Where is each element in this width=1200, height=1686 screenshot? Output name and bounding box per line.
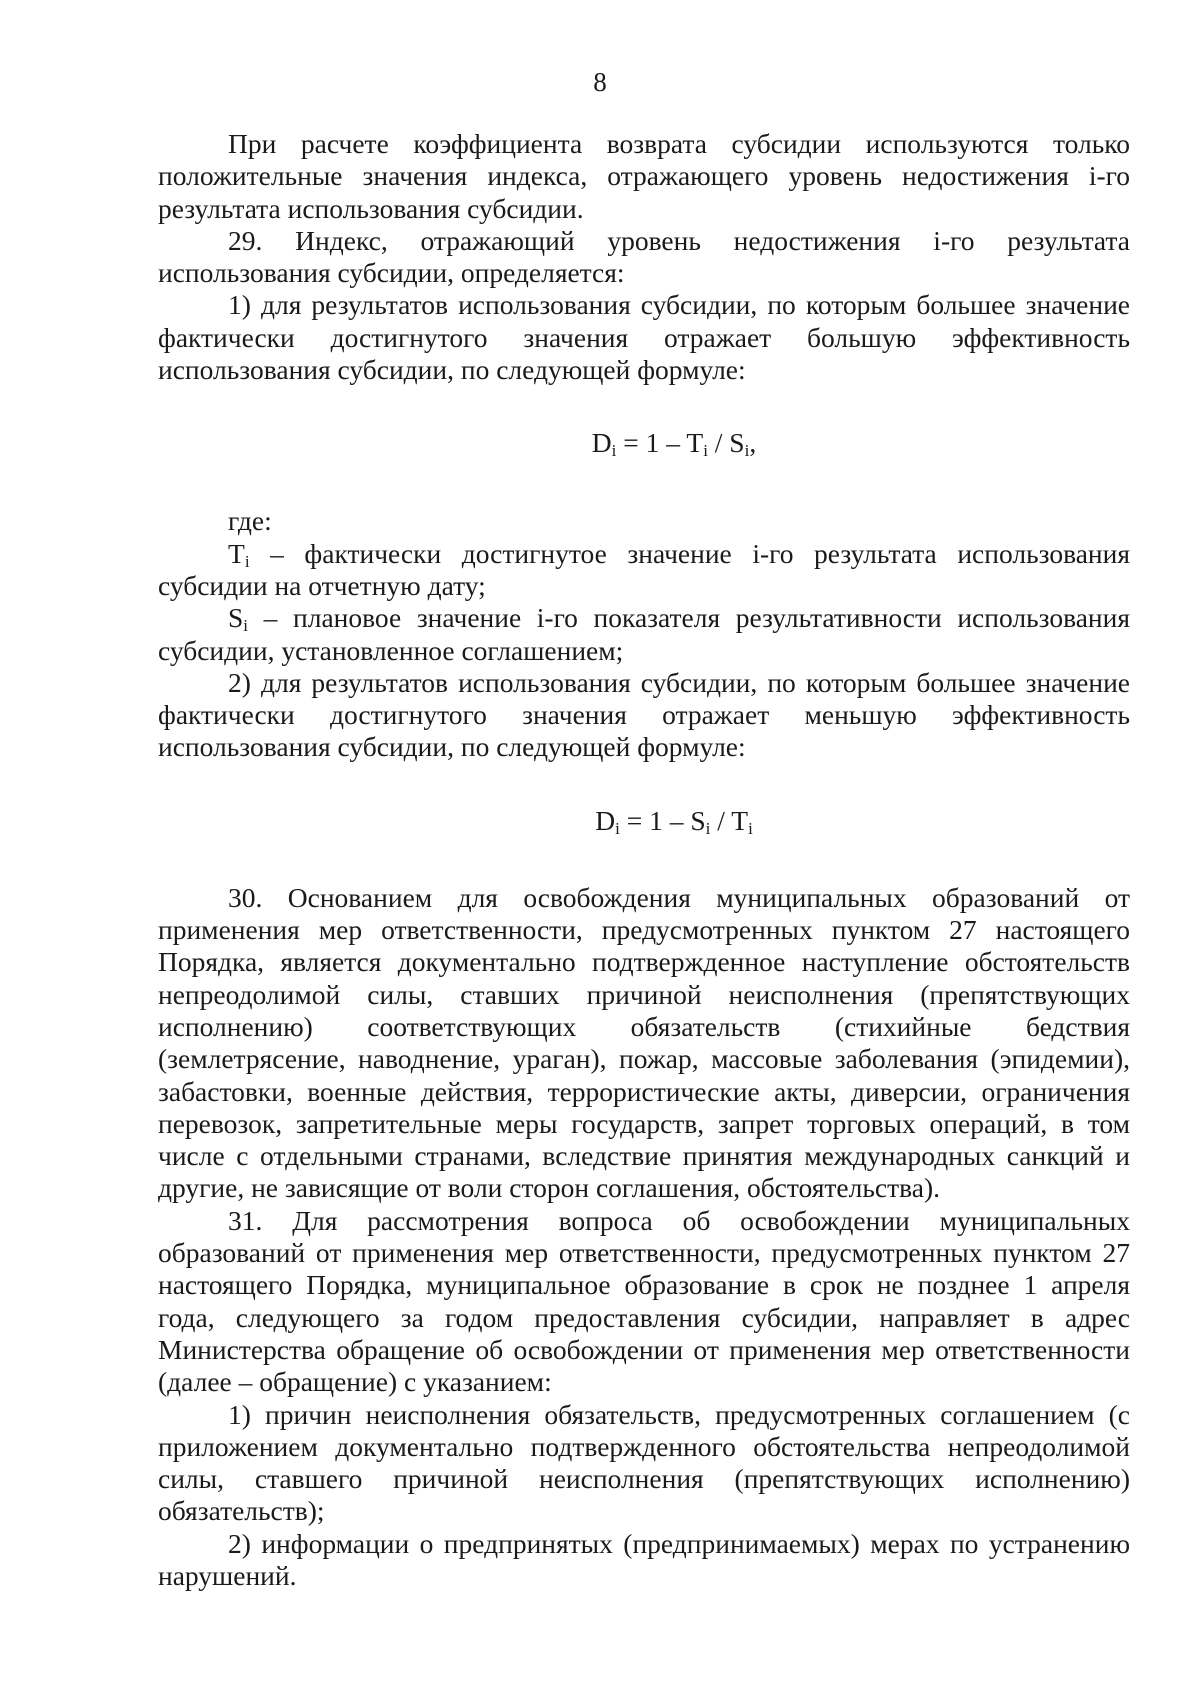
page-number: 8 [593, 67, 607, 97]
paragraph-29: 29. Индекс, отражающий уровень недостижения i-го результата использования субсидии, определяется: [158, 224, 1130, 289]
definition-t: $T_i$ – фактически достигнутое значение i-го результата использования субсидии на отчетную дату; [158, 537, 1130, 601]
formula-1: $D_i = 1 - T_i / S_i$, [591, 427, 757, 461]
document-body [158, 128, 1130, 1592]
paragraph-31-item-1: 1) причин неисполнения обязательств, предусмотренных соглашением (с приложением документально подтвержденного обстоятельства непреодолимой силы, ставшего причиной неисполнения (препятствующих исполнению) обязательств); [158, 1398, 1130, 1527]
definition-s: $S_i$ – плановое значение i-го показателя результативности использования субсидии, установленное соглашением; [158, 602, 1130, 666]
paragraph-31: 31. Для рассмотрения вопроса об освобождении муниципальных образований от применения мер ответственности, предусмотренных пунктом 27 настоящего Порядка, муниципальное образование в срок не позднее 1 апреля года, следующего за годом предоставления субсидии, направляет в адрес Министерства обращение об освобождении от применения мер ответственности (далее – обращение) с указанием: [158, 1204, 1130, 1398]
formula-2: $D_i = 1 - S_i / T_i$ [595, 804, 753, 838]
paragraph-29-item-2: 2) для результатов использования субсидии, по которым большее значение фактически достигнутого значения отражает меньшую эффективность использования субсидии, по следующей формуле: [158, 666, 1130, 763]
paragraph-intro: При расчете коэффициента возврата субсидии используются только положительные значения индекса, отражающего уровень недостижения i-го результата использования субсидии. [158, 128, 1130, 224]
paragraph-30: 30. Основанием для освобождения муниципальных образований от применения мер ответственности, предусмотренных пунктом 27 настоящего Порядка, является документально подтвержденное наступление обстоятельств непреодолимой силы, ставших причиной неисполнения (препятствующих исполнению) соответствующих обязательств (стихийные бедствия (землетрясение, наводнение, ураган), пожар, массовые заболевания (эпидемии), забастовки, военные действия, террористические акты, диверсии, ограничения перевозок, запретительные меры государств, запрет торговых операций, в том числе с отдельными странами, вследствие принятия международных санкций и другие, не зависящие от воли сторон соглашения, обстоятельства). [158, 881, 1130, 1204]
paragraph-29-item-1: 1) для результатов использования субсидии, по которым большее значение фактически достигнутого значения отражает большую эффективность использования субсидии, по следующей формуле: [158, 289, 1130, 386]
where-label: где: [228, 505, 272, 537]
paragraph-31-item-2: 2) информации о предпринятых (предпринимаемых) мерах по устранению нарушений. [158, 1527, 1130, 1591]
